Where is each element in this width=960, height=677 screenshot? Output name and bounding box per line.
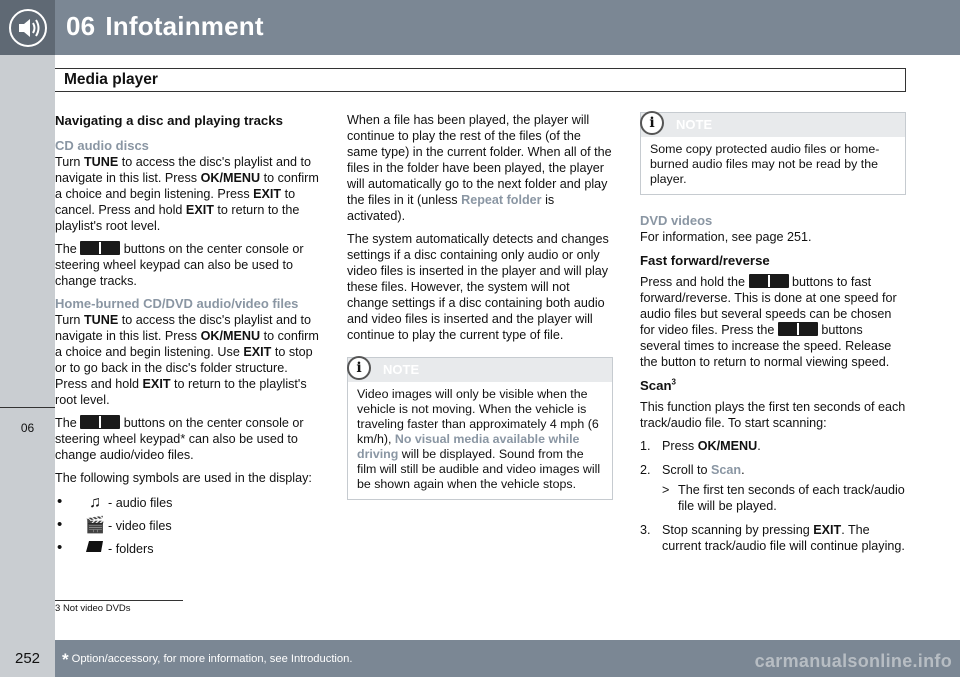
no-visual-media-label: No visual media available while driving (357, 432, 580, 461)
footnote-divider (55, 600, 183, 601)
side-tab-divider (0, 407, 55, 408)
skip-buttons-icon (749, 274, 789, 288)
auto-detect-paragraph: The system automatically detects and changes settings if a disc containing only audio or only video files is inserted in the player and will play these files. However, the system will not change settings if a disc containing both audio and video files is inserted and the player will continue to play the current type of file. (347, 232, 609, 342)
list-item: • - folders (55, 539, 320, 562)
skip-buttons-icon (80, 241, 120, 255)
home-paragraph-2: The buttons on the center console or steering wheel keypad* can also be used to change audio/video files. (55, 416, 304, 462)
dvd-text: For information, see page 251. (640, 230, 812, 244)
scan-steps (640, 438, 906, 554)
footer-note: * Option/accessory, for more information, see Introduction. (62, 650, 353, 669)
note-box (640, 112, 906, 195)
side-tab-number: 06 (20, 421, 35, 435)
list-item: 3. Stop scanning by pressing EXIT. The current track/audio file will continue playing. (640, 523, 905, 553)
list-item: 2. Scroll to Scan. > The first ten seconds of each track/audio file will be played. (640, 463, 905, 513)
skip-buttons-icon (80, 415, 120, 429)
column-2 (347, 112, 613, 500)
cd-paragraph-2: The buttons on the center console or steering wheel keypad can also be used to change tracks. (55, 242, 304, 288)
symbol-list (55, 493, 320, 562)
scan-intro: This function plays the first ten seconds of each track/audio file. To start scanning: (640, 400, 906, 430)
chapter-number: 06 (66, 11, 96, 41)
info-icon: i (347, 356, 371, 380)
folder-icon (85, 539, 105, 559)
note-body: Video images will only be visible when the vehicle is not moving. When the vehicle is traveling faster than approximately 4 mph (6 km/h), No visual media available while driving will be displayed. Sound from the film will still be audible and video images will be shown again when the vehicle stops. (357, 387, 601, 491)
side-tab (0, 55, 55, 640)
skip-buttons-icon (778, 322, 818, 336)
sub-step: > The first ten seconds of each track/audio file will be played. (662, 483, 905, 513)
watermark: carmanualsonline.info (754, 651, 952, 671)
cd-paragraph-1: Turn TUNE to access the disc's playlist and to navigate in this list. Press OK/MENU to confirm a choice and begin listening. Press EXIT to cancel. Press and hold EXIT to return to the playlist's root level. (55, 155, 319, 233)
note-header: i NOTE (641, 113, 905, 137)
speaker-icon (8, 8, 48, 48)
scan-heading: Scan$^3$ (640, 377, 676, 393)
ff-heading: Fast forward/reverse (640, 253, 770, 268)
column-1 (55, 112, 320, 564)
home-paragraph-1: Turn TUNE to access the disc's playlist and to navigate in this list. Press OK/MENU to confirm a choice and begin listening. Use EXIT to stop or to go back in the disc's folder structure. Press and hold EXIT to return to the playlist's root level. (55, 313, 319, 407)
symbols-intro: The following symbols are used in the display: (55, 471, 312, 485)
music-note-icon: ♫ (89, 494, 101, 511)
ff-paragraph: Press and hold the buttons to fast forward/reverse. This is done at one speed for audio files but several speeds can be chosen for video files. Press the buttons several times to increase the speed. Release the button to return to normal viewing speed. (640, 275, 897, 369)
nav-heading: Navigating a disc and playing tracks (55, 113, 283, 128)
section-title: Media player (55, 68, 906, 92)
footnote: 3 Not video DVDs (55, 603, 131, 614)
speaker-icon-box (0, 0, 55, 55)
info-icon: i (640, 111, 664, 135)
clapperboard-icon: 🎬 (85, 517, 105, 534)
repeat-folder-label: Repeat folder (461, 193, 542, 207)
dvd-heading: DVD videos (640, 213, 713, 228)
chapter-name: Infotainment (105, 11, 264, 41)
note-box (347, 357, 613, 500)
page-number: 252 (0, 640, 55, 677)
playback-paragraph: When a file has been played, the player will continue to play the rest of the files (of the same type) in the current folder. When all of the files in the folder have been played, the player will automatically go to the next folder and play the files in it (unless Repeat folder is activated). (347, 113, 612, 223)
note-header: i NOTE (348, 358, 612, 382)
list-item: 1. Press OK/MENU. (640, 439, 761, 453)
list-item: • 🎬 - video files (57, 516, 172, 534)
list-item: • ♫ - audio files (57, 493, 173, 511)
note-body: Some copy protected audio files or home-burned audio files may not be read by the player. (650, 142, 880, 186)
column-3 (640, 112, 906, 562)
chapter-title (66, 9, 264, 43)
cd-heading: CD audio discs (55, 138, 149, 153)
home-burned-heading: Home-burned CD/DVD audio/video files (55, 296, 299, 311)
